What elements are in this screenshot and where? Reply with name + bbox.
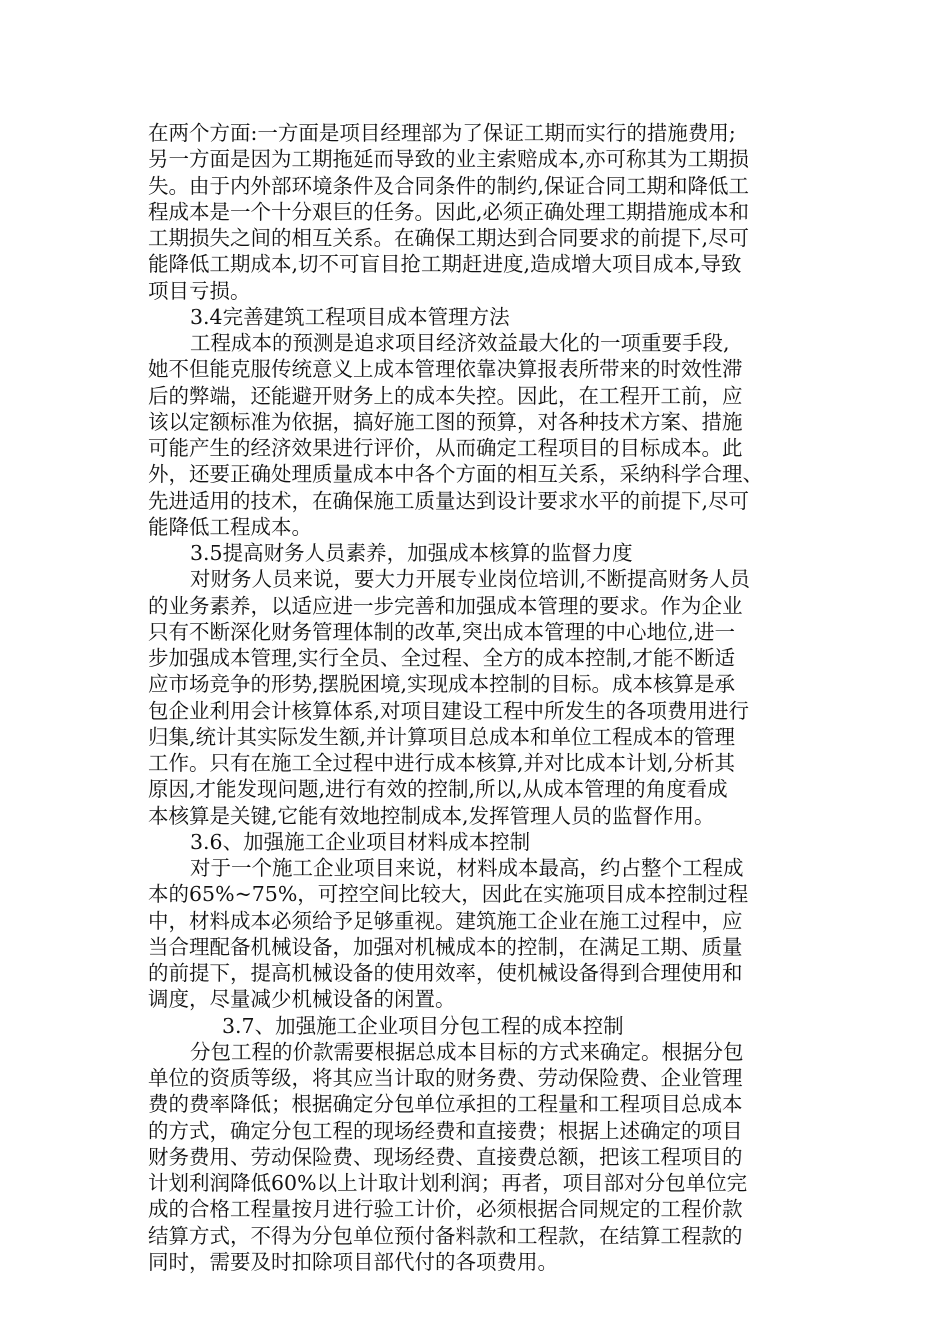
paragraph-line: 工作。只有在施工全过程中进行成本核算,并对比成本计划,分析其 [148,751,736,775]
paragraph-line: 对于一个施工企业项目来说，材料成本最高，约占整个工程成 [190,856,744,880]
paragraph-line: 本的65%~75%，可控空间比较大，因此在实施项目成本控制过程 [148,882,749,907]
paragraph-line: 归集,统计其实际发生额,并计算项目总成本和单位工程成本的管理 [148,724,736,749]
paragraph-line: 项目亏损。 [148,278,251,303]
paragraph-line: 先进适用的技术，在确保施工质量达到设计要求水平的前提下,尽可 [148,488,750,513]
paragraph-line: 中，材料成本必须给予足够重视。建筑施工企业在施工过程中，应 [148,908,743,933]
paragraph-line: 工期损失之间的相互关系。在确保工期达到合同要求的前提下,尽可 [148,226,750,250]
paragraph-line: 可能产生的经济效果进行评价，从而确定工程项目的目标成本。此 [148,436,743,460]
paragraph-line: 对财务人员来说，要大力开展专业岗位培训,不断提高财务人员 [190,567,751,592]
paragraph-line: 能降低工期成本,切不可盲目抢工期赶进度,造成增大项目成本,导致 [148,252,742,277]
paragraph-line: 单位的资质等级，将其应当计取的财务费、劳动保险费、企业管理 [148,1066,743,1090]
paragraph-line: 结算方式，不得为分包单位预付备料款和工程款，在结算工程款的 [148,1223,743,1248]
paragraph-line: 本核算是关键,它能有效地控制成本,发挥管理人员的监督作用。 [148,803,715,828]
document-page [148,120,808,1275]
paragraph-line: 另一方面是因为工期拖延而导致的业主索赔成本,亦可称其为工期损 [148,147,750,172]
paragraph-line: 分包工程的价款需要根据总成本目标的方式来确定。根据分包 [190,1039,744,1064]
paragraph-line: 应市场竞争的形势,摆脱困境,实现成本控制的目标。成本核算是承 [148,672,736,697]
paragraph-line: 工程成本的预测是追求项目经济效益最大化的一项重要手段, [190,331,730,355]
paragraph-line: 的方式，确定分包工程的现场经费和直接费；根据上述确定的项目 [148,1118,743,1143]
paragraph-line: 后的弊端，还能避开财务上的成本失控。因此，在工程开工前，应 [148,383,743,408]
paragraph-line: 计划利润降低60%以上计取计划利润；再者，项目部对分包单位完 [148,1171,748,1195]
paragraph-line: 外，还要正确处理质量成本中各个方面的相互关系，采纳科学合理、 [148,462,763,487]
paragraph-line: 的前提下，提高机械设备的使用效率，使机械设备得到合理使用和 [148,961,743,985]
section-heading: 3.5提高财务人员素养，加强成本核算的监督力度 [190,541,633,565]
paragraph-line: 包企业利用会计核算体系,对项目建设工程中所发生的各项费用进行 [148,698,750,723]
paragraph-line: 步加强成本管理,实行全员、全过程、全方的成本控制,才能不断适 [148,646,736,670]
paragraph-line: 同时，需要及时扣除项目部代付的各项费用。 [148,1249,558,1274]
paragraph-line: 调度，尽量减少机械设备的闲置。 [148,987,456,1012]
paragraph-line: 当合理配备机械设备，加强对机械成本的控制，在满足工期、质量 [148,934,743,959]
paragraph-line: 程成本是一个十分艰巨的任务。因此,必须正确处理工期措施成本和 [148,199,750,224]
paragraph-line: 失。由于内外部环境条件及合同条件的制约,保证合同工期和降低工 [148,173,750,198]
paragraph-line: 的业务素养，以适应进一步完善和加强成本管理的要求。作为企业 [148,593,743,618]
paragraph-line: 费的费率降低；根据确定分包单位承担的工程量和工程项目总成本 [148,1092,743,1117]
section-heading: 3.6、加强施工企业项目材料成本控制 [190,829,531,854]
paragraph-line: 财务费用、劳动保险费、现场经费、直接费总额，把该工程项目的 [148,1144,743,1169]
paragraph-line: 该以定额标准为依据，搞好施工图的预算，对各种技术方案、措施 [148,409,743,434]
paragraph-line: 在两个方面:一方面是项目经理部为了保证工期而实行的措施费用; [148,121,736,145]
section-heading: 3.4完善建筑工程项目成本管理方法 [190,304,510,329]
paragraph-line: 她不但能克服传统意义上成本管理依靠决算报表所带来的时效性滞 [148,357,743,382]
paragraph-line: 成的合格工程量按月进行验工计价，必须根据合同规定的工程价款 [148,1197,743,1222]
section-heading: 3.7、加强施工企业项目分包工程的成本控制 [222,1013,624,1038]
paragraph-line: 能降低工程成本。 [148,514,312,539]
paragraph-line: 原因,才能发现问题,进行有效的控制,所以,从成本管理的角度看成 [148,777,728,802]
paragraph-line: 只有不断深化财务管理体制的改革,突出成本管理的中心地位,进一 [148,619,736,644]
